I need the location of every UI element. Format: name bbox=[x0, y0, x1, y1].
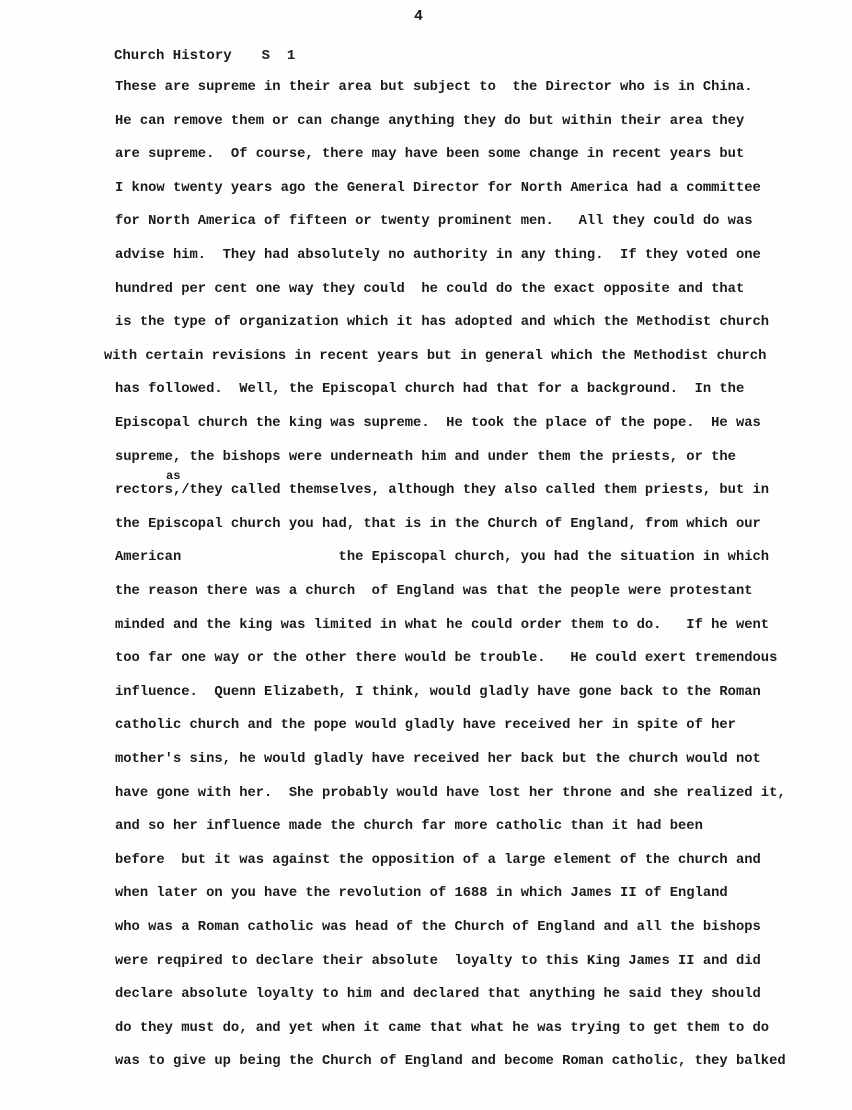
header-title: Church History bbox=[114, 48, 232, 64]
text-line: minded and the king was limited in what he could order them to do. If he went bbox=[115, 618, 770, 633]
text-line: I know twenty years ago the General Director for North America had a committee bbox=[115, 181, 761, 196]
text-line: Episcopal church the king was supreme. He took the place of the pope. He was bbox=[115, 416, 761, 431]
text-line: before but it was against the opposition of a large element of the church and bbox=[115, 853, 761, 868]
text-line: with certain revisions in recent years but in general which the Methodist church bbox=[104, 349, 767, 364]
text-line: supreme, the bishops were underneath him and under them the priests, or the bbox=[115, 450, 736, 465]
interlinear-insert: as bbox=[166, 469, 181, 483]
text-line: the reason there was a church of England was that the people were protestant bbox=[115, 584, 753, 599]
text-line: American the Episcopal church, you had the situation in which bbox=[115, 550, 770, 565]
text-line: was to give up being the Church of England and become Roman catholic, they balked bbox=[115, 1054, 786, 1069]
text-line: when later on you have the revolution of 1688 in which James II of England bbox=[115, 886, 728, 901]
text-line: the Episcopal church you had, that is in the Church of England, from which our bbox=[115, 517, 761, 532]
page-number: 4 bbox=[414, 8, 424, 25]
header-code: S 1 bbox=[261, 48, 296, 64]
text-line: declare absolute loyalty to him and declared that anything he said they should bbox=[115, 987, 761, 1002]
text-line: has followed. Well, the Episcopal church had that for a background. In the bbox=[115, 382, 745, 397]
text-line: is the type of organization which it has adopted and which the Methodist church bbox=[115, 315, 770, 330]
text-line: for North America of fifteen or twenty prominent men. All they could do was bbox=[115, 214, 753, 229]
text-line: influence. Quenn Elizabeth, I think, would gladly have gone back to the Roman bbox=[115, 685, 761, 700]
text-line: have gone with her. She probably would have lost her throne and she realized it, bbox=[115, 786, 786, 801]
text-line: are supreme. Of course, there may have been some change in recent years but bbox=[115, 147, 745, 162]
text-line: He can remove them or can change anything they do but within their area they bbox=[115, 114, 745, 129]
text-line: mother's sins, he would gladly have received her back but the church would not bbox=[115, 752, 761, 767]
text-line: catholic church and the pope would gladly have received her in spite of her bbox=[115, 718, 736, 733]
text-line: These are supreme in their area but subject to the Director who is in China. bbox=[115, 80, 753, 95]
text-line: hundred per cent one way they could he could do the exact opposite and that bbox=[115, 282, 745, 297]
text-line: advise him. They had absolutely no authority in any thing. If they voted one bbox=[115, 248, 761, 263]
text-line: rectors,/they called themselves, although they also called them priests, but in bbox=[115, 483, 770, 498]
text-line: and so her influence made the church far more catholic than it had been bbox=[115, 819, 703, 834]
text-line: too far one way or the other there would be trouble. He could exert tremendous bbox=[115, 651, 778, 666]
text-line: who was a Roman catholic was head of the Church of England and all the bishops bbox=[115, 920, 761, 935]
text-line: do they must do, and yet when it came that what he was trying to get them to do bbox=[115, 1021, 770, 1036]
text-line: were reqpired to declare their absolute loyalty to this King James II and did bbox=[115, 954, 761, 969]
